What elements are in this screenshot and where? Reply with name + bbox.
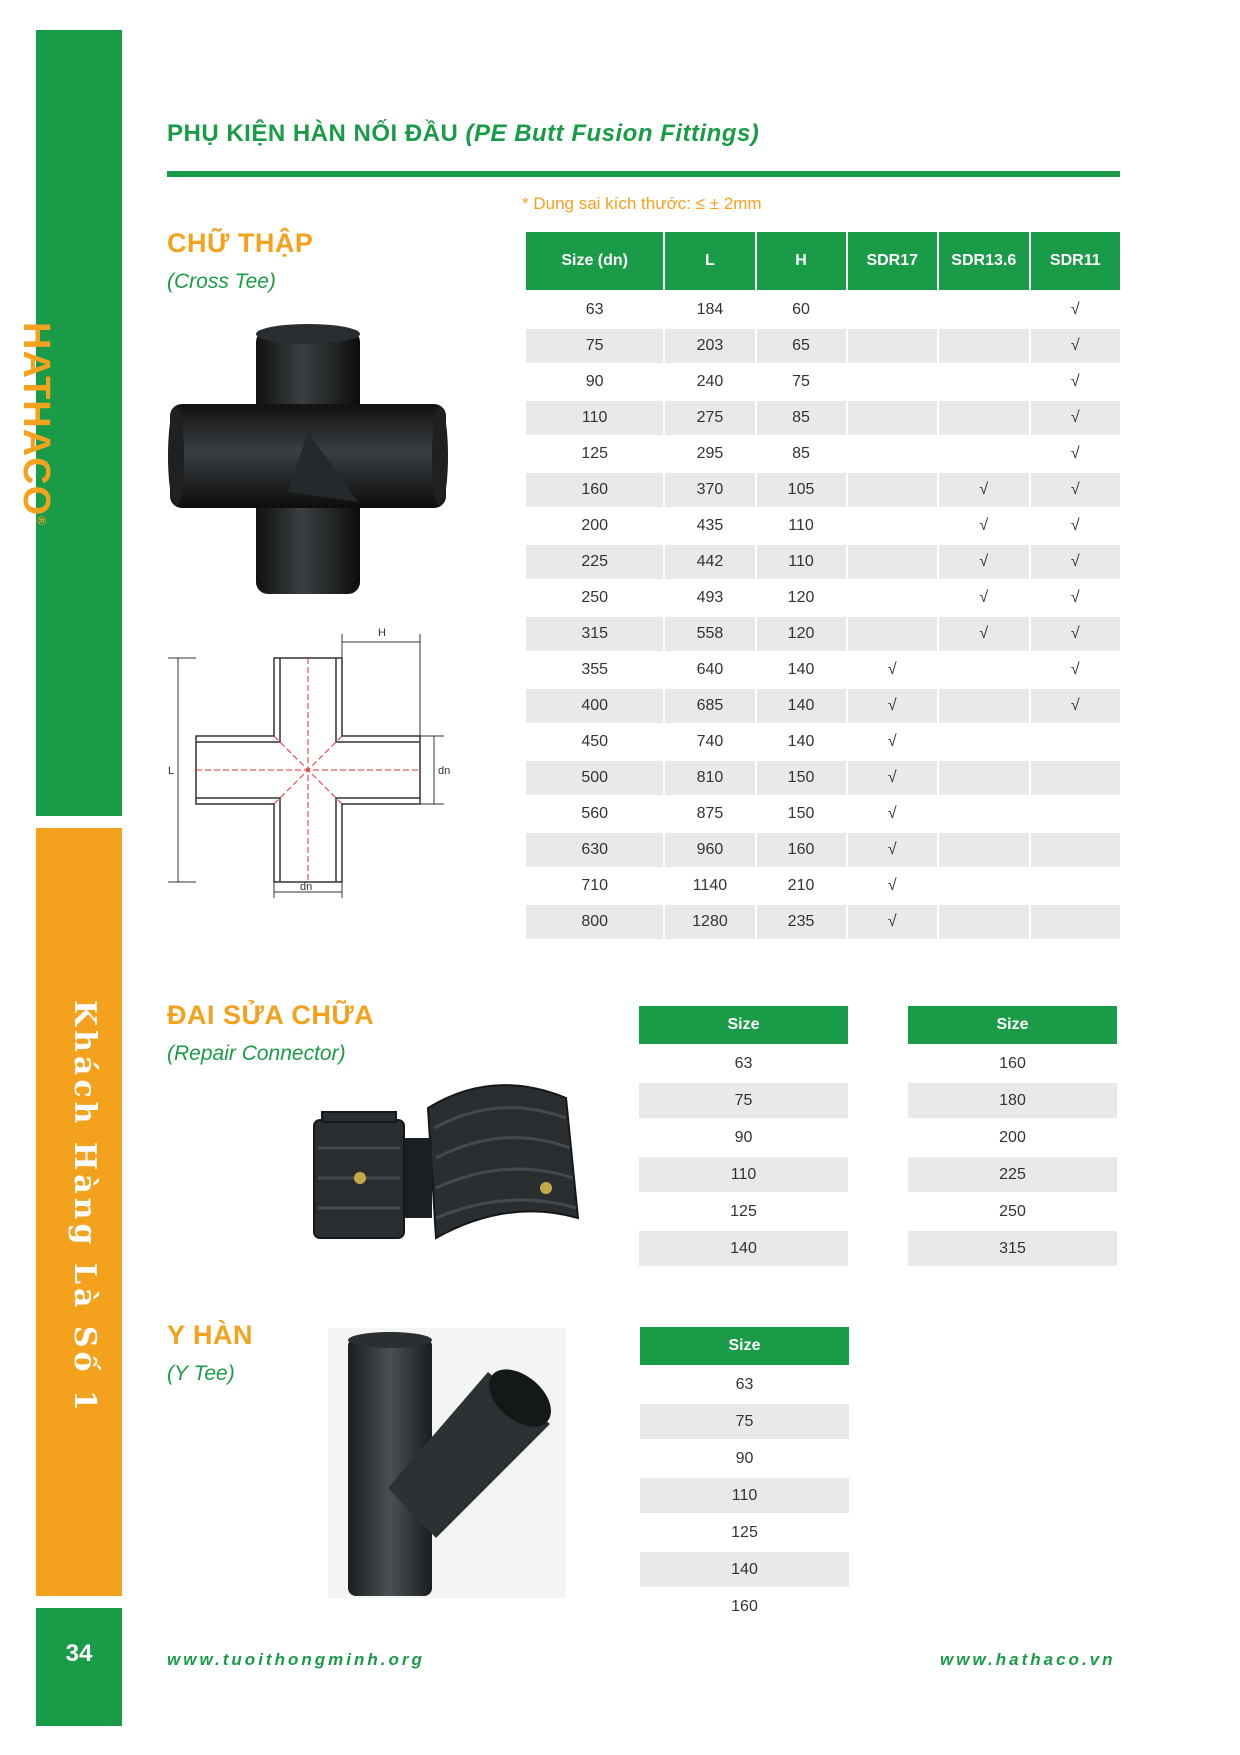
table-cell: 150 [757, 797, 846, 833]
table-cell: 110 [757, 509, 846, 545]
table-cell: 110 [757, 545, 846, 581]
table-cell: √ [939, 617, 1029, 653]
repair-connector-table-1 [639, 1006, 848, 1268]
cross-tee-title: CHỮ THẬP [167, 228, 314, 258]
table-cell: 200 [526, 509, 663, 545]
table-cell [939, 365, 1029, 401]
column-header: H [757, 232, 846, 293]
table-cell [939, 869, 1029, 905]
table-cell [1031, 761, 1120, 797]
table-cell [848, 365, 937, 401]
table-cell: √ [1031, 617, 1120, 653]
table-cell: √ [1031, 293, 1120, 329]
size-cell: 75 [639, 1082, 848, 1119]
table-row [526, 905, 1120, 941]
table-cell: 140 [757, 725, 846, 761]
table-cell: 370 [665, 473, 754, 509]
table-cell [939, 797, 1029, 833]
table-cell [939, 761, 1029, 797]
table-cell: √ [848, 833, 937, 869]
table-cell [848, 473, 937, 509]
size-cell: 200 [908, 1119, 1117, 1156]
size-cell: 160 [640, 1588, 849, 1625]
table-cell: 685 [665, 689, 754, 725]
table-cell: 150 [757, 761, 846, 797]
table-cell: 560 [526, 797, 663, 833]
table-row [526, 581, 1120, 617]
table-row [639, 1193, 848, 1230]
repair-connector-photo [308, 1068, 588, 1268]
table-row [640, 1440, 849, 1477]
table-cell [939, 329, 1029, 365]
table-cell: 740 [665, 725, 754, 761]
size-cell: 125 [639, 1193, 848, 1230]
diagram-label-dn-bottom: dn [300, 881, 313, 893]
table-cell: 315 [526, 617, 663, 653]
page-number: 34 [65, 1640, 93, 1667]
table-cell [848, 401, 937, 437]
table-row [639, 1119, 848, 1156]
table-cell: √ [848, 905, 937, 941]
table-row [526, 833, 1120, 869]
table-cell: 184 [665, 293, 754, 329]
table-cell: 493 [665, 581, 754, 617]
table-cell: √ [1031, 473, 1120, 509]
table-cell: 355 [526, 653, 663, 689]
table-row [526, 869, 1120, 905]
cross-tee-subtitle: (Cross Tee) [167, 270, 276, 293]
table-cell: √ [1031, 581, 1120, 617]
table-cell: 442 [665, 545, 754, 581]
table-cell: √ [1031, 509, 1120, 545]
table-cell: √ [848, 725, 937, 761]
table-cell: √ [939, 581, 1029, 617]
table-cell: 65 [757, 329, 846, 365]
tolerance-note: * Dung sai kích thước: ≤ ± 2mm [522, 194, 762, 213]
table-row [526, 725, 1120, 761]
size-cell: 140 [639, 1230, 848, 1267]
table-cell: 125 [526, 437, 663, 473]
size-cell: 140 [640, 1551, 849, 1588]
table-cell: 120 [757, 581, 846, 617]
table-cell [1031, 797, 1120, 833]
table-row [526, 797, 1120, 833]
table-cell: 210 [757, 869, 846, 905]
table-cell [1031, 905, 1120, 941]
table-cell [848, 545, 937, 581]
table-row [639, 1230, 848, 1267]
table-cell: 105 [757, 473, 846, 509]
table-cell: √ [848, 689, 937, 725]
table-cell: 250 [526, 581, 663, 617]
table-row [640, 1588, 849, 1625]
cross-tee-photo [168, 322, 448, 600]
footer-right-url[interactable]: www.hathaco.vn [940, 1650, 1116, 1669]
table-cell: 240 [665, 365, 754, 401]
table-cell: √ [848, 653, 937, 689]
column-header: Size (dn) [526, 232, 663, 293]
size-cell: 250 [908, 1193, 1117, 1230]
table-row [908, 1082, 1117, 1119]
table-cell: √ [1031, 329, 1120, 365]
table-cell: 63 [526, 293, 663, 329]
size-cell: 75 [640, 1403, 849, 1440]
y-tee-table-body [640, 1366, 849, 1625]
table-cell: 960 [665, 833, 754, 869]
size-cell: 90 [639, 1119, 848, 1156]
cross-tee-table-body [526, 293, 1120, 941]
y-tee-table [640, 1327, 849, 1626]
table-row [908, 1119, 1117, 1156]
size-cell: 63 [639, 1045, 848, 1082]
table-cell: 450 [526, 725, 663, 761]
table-cell: 140 [757, 653, 846, 689]
table-cell: 90 [526, 365, 663, 401]
table-row [639, 1045, 848, 1082]
table-cell: 400 [526, 689, 663, 725]
table-cell [939, 437, 1029, 473]
y-tee-subtitle: (Y Tee) [167, 1362, 235, 1385]
table-cell: √ [848, 869, 937, 905]
page-title-en: (PE Butt Fusion Fittings) [465, 120, 760, 147]
size-cell: 125 [640, 1514, 849, 1551]
table-cell: 295 [665, 437, 754, 473]
table-cell: √ [848, 797, 937, 833]
table-row [640, 1366, 849, 1403]
table-row [526, 329, 1120, 365]
column-header: SDR17 [848, 232, 937, 293]
table-row [526, 545, 1120, 581]
table-cell [939, 401, 1029, 437]
table-row [526, 761, 1120, 797]
column-header: L [665, 232, 754, 293]
table-cell [848, 617, 937, 653]
table-row [526, 653, 1120, 689]
diagram-label-l: L [168, 765, 175, 777]
slogan: Khách Hàng Là Số 1 [67, 1000, 102, 1415]
size-cell: 110 [639, 1156, 848, 1193]
table-row [908, 1156, 1117, 1193]
table-cell: 225 [526, 545, 663, 581]
table-row [640, 1403, 849, 1440]
table-cell: 203 [665, 329, 754, 365]
size-cell: 110 [640, 1477, 849, 1514]
table-row [526, 365, 1120, 401]
table-cell: √ [1031, 653, 1120, 689]
table-cell: √ [939, 545, 1029, 581]
table-row [639, 1082, 848, 1119]
table-cell [848, 329, 937, 365]
table-cell: 1140 [665, 869, 754, 905]
column-header: SDR11 [1031, 232, 1120, 293]
table-cell [848, 293, 937, 329]
table-cell [848, 509, 937, 545]
y-tee-table-header: Size [640, 1327, 849, 1366]
repair-table-2-body [908, 1045, 1117, 1267]
table-cell: 630 [526, 833, 663, 869]
table-row [526, 473, 1120, 509]
table-cell: √ [848, 761, 937, 797]
size-cell: 180 [908, 1082, 1117, 1119]
cross-tee-table-header [526, 232, 1120, 293]
table-cell [848, 581, 937, 617]
size-cell: 315 [908, 1230, 1117, 1267]
repair-connector-title: ĐAI SỬA CHỮA [167, 1000, 375, 1030]
table-cell: 110 [526, 401, 663, 437]
cross-tee-table [524, 232, 1122, 941]
repair-table-1-body [639, 1045, 848, 1267]
table-row [908, 1045, 1117, 1082]
table-cell: 75 [757, 365, 846, 401]
table-cell: √ [939, 509, 1029, 545]
y-tee-title: Y HÀN [167, 1320, 254, 1350]
table-cell: √ [1031, 437, 1120, 473]
table-cell: 120 [757, 617, 846, 653]
table-cell: 235 [757, 905, 846, 941]
table-cell: 800 [526, 905, 663, 941]
table-cell: √ [1031, 401, 1120, 437]
table-row [526, 617, 1120, 653]
table-row [640, 1514, 849, 1551]
table-cell: 640 [665, 653, 754, 689]
title-divider [167, 171, 1120, 177]
brand-logo-text: HATHACO® [15, 322, 57, 527]
size-cell: 160 [908, 1045, 1117, 1082]
size-cell: 90 [640, 1440, 849, 1477]
table-row [640, 1477, 849, 1514]
table-cell [939, 725, 1029, 761]
repair-connector-subtitle: (Repair Connector) [167, 1042, 346, 1065]
diagram-label-h: H [378, 627, 386, 639]
table-cell: 810 [665, 761, 754, 797]
table-cell: 160 [526, 473, 663, 509]
table-cell [939, 293, 1029, 329]
table-row [526, 401, 1120, 437]
table-cell: 275 [665, 401, 754, 437]
table-cell: 875 [665, 797, 754, 833]
table-row [526, 509, 1120, 545]
diagram-label-dn-right: dn [438, 765, 451, 777]
table-cell: 500 [526, 761, 663, 797]
table-cell: 60 [757, 293, 846, 329]
table-row [526, 437, 1120, 473]
table-cell [1031, 725, 1120, 761]
page-title [167, 120, 759, 148]
size-cell: 225 [908, 1156, 1117, 1193]
table-cell: 558 [665, 617, 754, 653]
cross-tee-diagram [160, 614, 460, 904]
size-cell: 63 [640, 1366, 849, 1403]
table-row [908, 1193, 1117, 1230]
table-row [908, 1230, 1117, 1267]
table-row [526, 689, 1120, 725]
y-tee-photo [328, 1328, 566, 1598]
table-cell: 435 [665, 509, 754, 545]
table-row [639, 1156, 848, 1193]
table-cell [939, 905, 1029, 941]
table-cell: 160 [757, 833, 846, 869]
table-cell: 1280 [665, 905, 754, 941]
table-cell: 710 [526, 869, 663, 905]
table-cell: √ [1031, 545, 1120, 581]
table-row [526, 293, 1120, 329]
table-cell [939, 653, 1029, 689]
table-cell: √ [939, 473, 1029, 509]
repair-table-1-header: Size [639, 1006, 848, 1045]
table-cell [1031, 869, 1120, 905]
repair-table-2-header: Size [908, 1006, 1117, 1045]
table-cell [939, 689, 1029, 725]
repair-connector-table-2 [908, 1006, 1117, 1268]
table-cell [1031, 833, 1120, 869]
table-cell: √ [1031, 689, 1120, 725]
table-cell: 140 [757, 689, 846, 725]
table-row [640, 1551, 849, 1588]
table-cell [939, 833, 1029, 869]
column-header: SDR13.6 [939, 232, 1029, 293]
page-title-vi: PHỤ KIỆN HÀN NỐI ĐẦU [167, 120, 459, 147]
footer-left-url[interactable]: www.tuoithongminh.org [167, 1650, 425, 1669]
table-cell: √ [1031, 365, 1120, 401]
table-cell: 85 [757, 401, 846, 437]
table-cell [848, 437, 937, 473]
table-cell: 75 [526, 329, 663, 365]
table-cell: 85 [757, 437, 846, 473]
